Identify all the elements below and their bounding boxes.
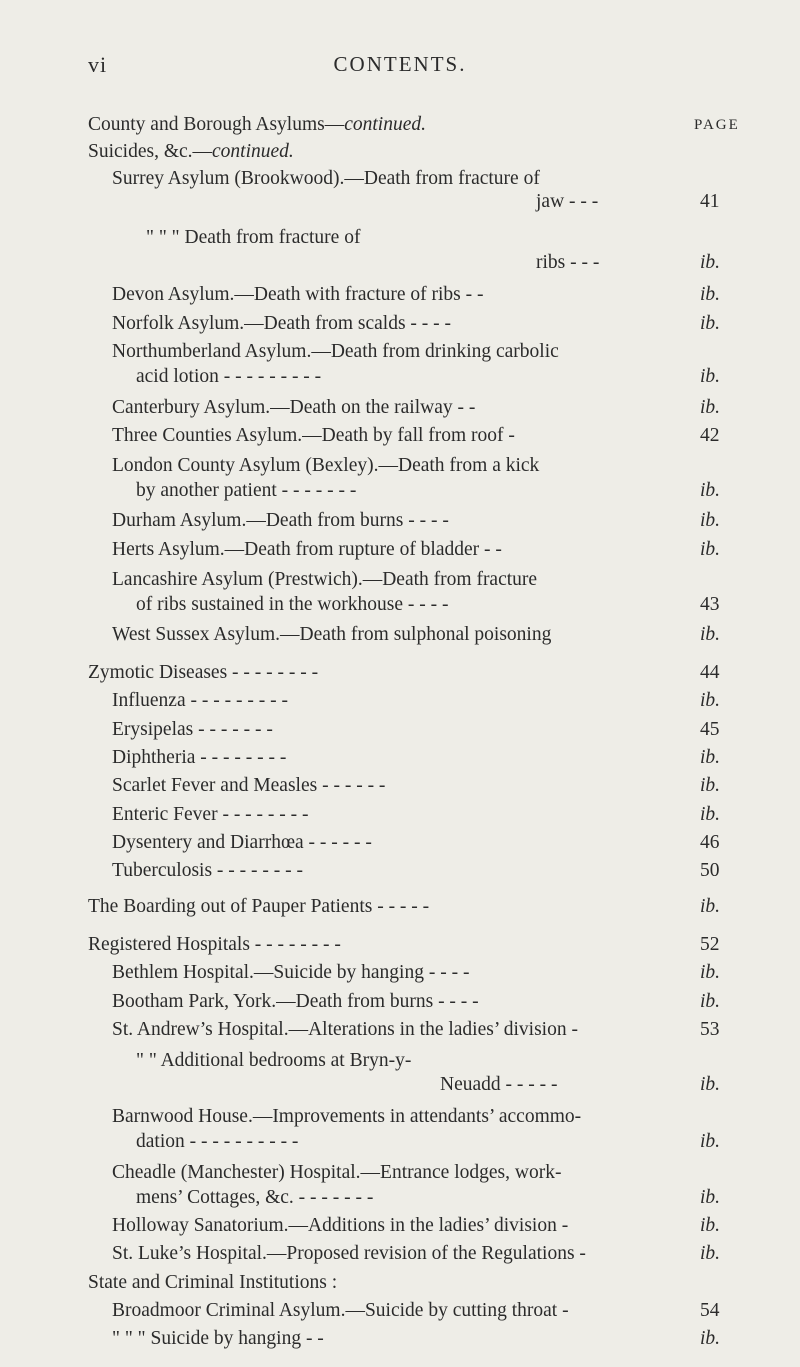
contents-entry: dation - - - - - - - - - - xyxy=(136,1131,299,1152)
contents-entry: Bethlem Hospital.—Suicide by hanging - - - - xyxy=(112,962,470,984)
page-ref: ib. xyxy=(700,396,721,418)
contents-entry: Neuadd - - - - - xyxy=(440,1074,558,1096)
contents-entry: mens’ Cottages, &c. - - - - - - - xyxy=(136,1186,374,1208)
contents-entry: St. Luke’s Hospital.—Proposed revision of the Regulations - xyxy=(112,1243,586,1265)
page-ref: ib. xyxy=(700,365,721,387)
page-ref: 43 xyxy=(700,593,720,615)
contents-entry: Three Counties Asylum.—Death by fall from roof - xyxy=(112,425,515,446)
page-ref: ib. xyxy=(700,539,721,560)
contents-entry: Norfolk Asylum.—Death from scalds - - - - xyxy=(112,312,452,334)
page-ref: ib. xyxy=(700,990,721,1012)
page-ref: 52 xyxy=(700,934,720,955)
contents-entry: acid lotion - - - - - - - - - xyxy=(136,365,322,387)
contents-entry: County and Borough Asylums—continued. xyxy=(88,114,427,135)
contents-entry: Canterbury Asylum.—Death on the railway - - xyxy=(112,396,476,418)
section-heading: Zymotic Diseases - - - - - - - - xyxy=(88,662,319,684)
contents-entry: Devon Asylum.—Death with fracture of ribs - - xyxy=(112,283,484,305)
page-ref: 41 xyxy=(700,190,720,212)
contents-entry: Surrey Asylum (Brookwood).—Death from fracture of xyxy=(112,167,540,189)
contents-entry: by another patient - - - - - - - xyxy=(136,479,357,501)
page-ref: 45 xyxy=(700,718,720,740)
contents-entry: of ribs sustained in the workhouse - - - - xyxy=(136,593,449,615)
page-column-label: PAGE xyxy=(694,117,740,133)
contents-entry: Holloway Sanatorium.—Additions in the ladies’ division - xyxy=(112,1214,569,1236)
contents-entry: Cheadle (Manchester) Hospital.—Entrance lodges, work- xyxy=(112,1162,562,1183)
contents-entry: Dysentery and Diarrhœa - - - - - - xyxy=(112,831,372,853)
contents-entry: Suicides, &c.—continued. xyxy=(88,140,294,162)
page-ref: ib. xyxy=(700,251,721,273)
section-heading: The Boarding out of Pauper Patients - - - - - xyxy=(88,895,430,917)
contents-entry: Scarlet Fever and Measles - - - - - - xyxy=(112,775,386,797)
page-ref: ib. xyxy=(700,312,721,334)
contents-entry: Diphtheria - - - - - - - - xyxy=(112,747,287,768)
page-ref: 46 xyxy=(700,831,720,853)
page-ref: ib. xyxy=(700,479,721,501)
page-ref: ib. xyxy=(700,803,721,825)
contents-entry: Herts Asylum.—Death from rupture of bladder - - xyxy=(112,539,502,560)
contents-entry: Barnwood House.—Improvements in attendants’ accommo- xyxy=(112,1106,582,1128)
page-ref: ib. xyxy=(700,962,721,984)
contents-entry: Bootham Park, York.—Death from burns - - - - xyxy=(112,990,479,1012)
contents-entry: Durham Asylum.—Death from burns - - - - xyxy=(112,509,449,531)
page-ref: ib. xyxy=(700,775,721,797)
page-number: vi xyxy=(88,52,108,77)
page-ref: ib. xyxy=(700,895,721,917)
page-ref: ib. xyxy=(700,623,721,645)
contents-entry: St. Andrew’s Hospital.—Alterations in the ladies’ division - xyxy=(112,1018,578,1040)
contents-entry: Influenza - - - - - - - - - xyxy=(112,690,288,712)
contents-entry: Lancashire Asylum (Prestwich).—Death from fracture xyxy=(112,569,538,591)
page-ref: 53 xyxy=(700,1018,720,1040)
page-title: CONTENTS. xyxy=(333,52,467,76)
page-ref: 44 xyxy=(700,662,720,684)
contents-entry: " " " Suicide by hanging - - xyxy=(112,1328,324,1349)
contents-entry: " " " Death from fracture of xyxy=(146,227,361,249)
contents-entry: West Sussex Asylum.—Death from sulphonal poisoning xyxy=(112,623,552,645)
page-ref: ib. xyxy=(700,1186,721,1208)
contents-entry: London County Asylum (Bexley).—Death from a kick xyxy=(112,455,540,477)
contents-entry: ribs - - - xyxy=(536,251,600,273)
page-ref: ib. xyxy=(700,690,721,712)
page-ref: ib. xyxy=(700,1243,721,1265)
page-ref: ib. xyxy=(700,1131,721,1152)
section-heading: State and Criminal Institutions : xyxy=(88,1271,338,1293)
page-ref: ib. xyxy=(700,747,721,768)
page-ref: 50 xyxy=(700,860,720,882)
page-ref: ib. xyxy=(700,283,721,305)
contents-entry: Tuberculosis - - - - - - - - xyxy=(112,860,303,882)
contents-entry: " " Additional bedrooms at Bryn-y- xyxy=(136,1049,412,1071)
page-ref: 42 xyxy=(700,425,720,446)
contents-entry: Northumberland Asylum.—Death from drinking carbolic xyxy=(112,341,559,363)
contents-entry: Broadmoor Criminal Asylum.—Suicide by cutting throat - xyxy=(112,1299,569,1321)
page-ref: ib. xyxy=(700,1328,721,1349)
section-heading: Registered Hospitals - - - - - - - - xyxy=(88,934,341,955)
contents-entry: Erysipelas - - - - - - - xyxy=(112,718,273,740)
contents-entry: Enteric Fever - - - - - - - - xyxy=(112,803,309,825)
contents-entry: jaw - - - xyxy=(536,190,599,212)
page-ref: ib. xyxy=(700,1214,721,1236)
page-ref: ib. xyxy=(700,1074,721,1096)
running-header xyxy=(0,52,800,82)
page-ref: 54 xyxy=(700,1299,720,1321)
page-ref: ib. xyxy=(700,509,721,531)
